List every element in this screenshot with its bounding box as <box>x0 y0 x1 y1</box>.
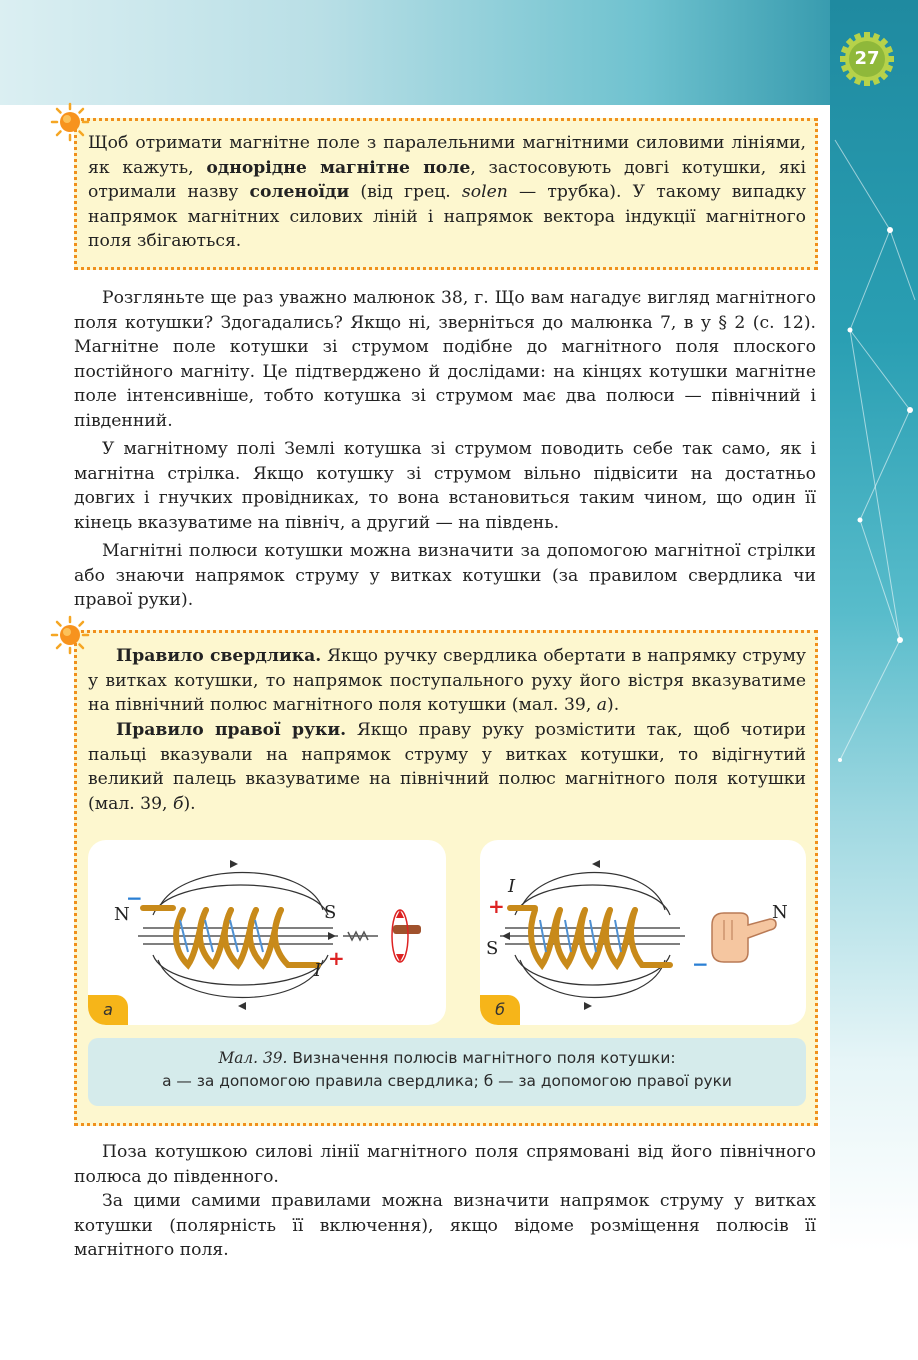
paragraph-3: Магнітні полюси котушки можна визначити за допомогою магнітної стрілки або знаючи напрямок струму у витках котушки (за правилом свердлика чи правої руки). <box>74 541 816 610</box>
paragraph-2: У магнітному полі Землі котушка зі струмом поводить себе так само, як і магнітна стрілка. Якщо котушку зі струмом вільно підвісити на достатньо довгих і гнучких провідниках, то вона встановиться таким чином, що один її кінець вказуватиме на північ, а другий — на південь. <box>74 439 816 533</box>
paragraph-1: Розгляньте ще раз уважно малюнок 38, г. Що вам нагадує вигляд магнітного поля котушки? Здогадались? Якщо ні, зверніться до малюнка 7, в у § 2 (с. 12). Магнітне поле котушки зі струмом подібне до магнітного поля плоского постійного магніту. Це підтверджено й дослідами: на кінцях котушки магнітне поле інтенсивніше, тобто котушка зі струмом має два полюси — північний і південний. <box>74 288 816 431</box>
north-label: N <box>114 904 130 925</box>
header-background <box>0 0 918 105</box>
caption-line-1: Мал. 39. Визначення полюсів магнітного поля котушки: <box>218 1049 676 1067</box>
figure-panel-a <box>88 840 446 1025</box>
side-decoration <box>830 0 918 1360</box>
rule-drill: Правило свердлика. Якщо ручку свердлика обертати в напрямку струму у витках котушки, то напрямок поступального руху його вістря вказуватиме на північний полюс магнітного поля котушки (мал. 39, а). <box>88 646 806 715</box>
page-number: 27 <box>854 48 880 69</box>
minus-sign: − <box>692 952 709 976</box>
definition-text: Щоб отримати магнітне поле з паралельними магнітними силовими лініями, як кажуть, однорідне магнітне поле, застосовують довгі котушки, які отримали назву соленоїди (від грец. solen — трубка). У такому випадку напрямок магнітних силових ліній і напрямок вектора індукції магнітного поля збігаються. <box>88 133 806 251</box>
paragraph-5: За цими самими правилами можна визначити напрямок струму у витках котушки (полярність її включення), якщо відоме розміщення полюсів її магнітного поля. <box>74 1191 816 1260</box>
south-label: S <box>486 938 499 959</box>
right-hand-icon <box>712 913 776 962</box>
minus-sign: − <box>126 886 143 910</box>
caption-line-2: а — за допомогою правила свердлика; б — за допомогою правої руки <box>162 1072 732 1090</box>
rule-right-hand: Правило правої руки. Якщо праву руку розмістити так, щоб чотири пальці вказували на напрямок струму у витках котушки, то відігнутий великий палець вказуватиме на північний полюс магнітного поля котушки (мал. 39, б). <box>88 720 806 814</box>
south-label: S <box>324 902 337 923</box>
figure-caption <box>88 1038 806 1106</box>
current-label: I <box>314 960 322 981</box>
solenoid-drill-diagram <box>88 840 446 1025</box>
plus-sign: + <box>328 946 345 970</box>
sun-icon <box>50 102 90 142</box>
figure-label-b: б <box>480 995 520 1025</box>
plus-sign: + <box>488 894 505 918</box>
paragraph-4: Поза котушкою силові лінії магнітного поля спрямовані від його північного полюса до південного. <box>74 1142 816 1187</box>
solenoid-hand-diagram <box>480 840 806 1025</box>
current-label: I <box>508 876 516 897</box>
figure-panel-b <box>480 840 806 1025</box>
sun-icon <box>50 615 90 655</box>
figure-label-a: а <box>88 995 128 1025</box>
north-label: N <box>772 902 788 923</box>
